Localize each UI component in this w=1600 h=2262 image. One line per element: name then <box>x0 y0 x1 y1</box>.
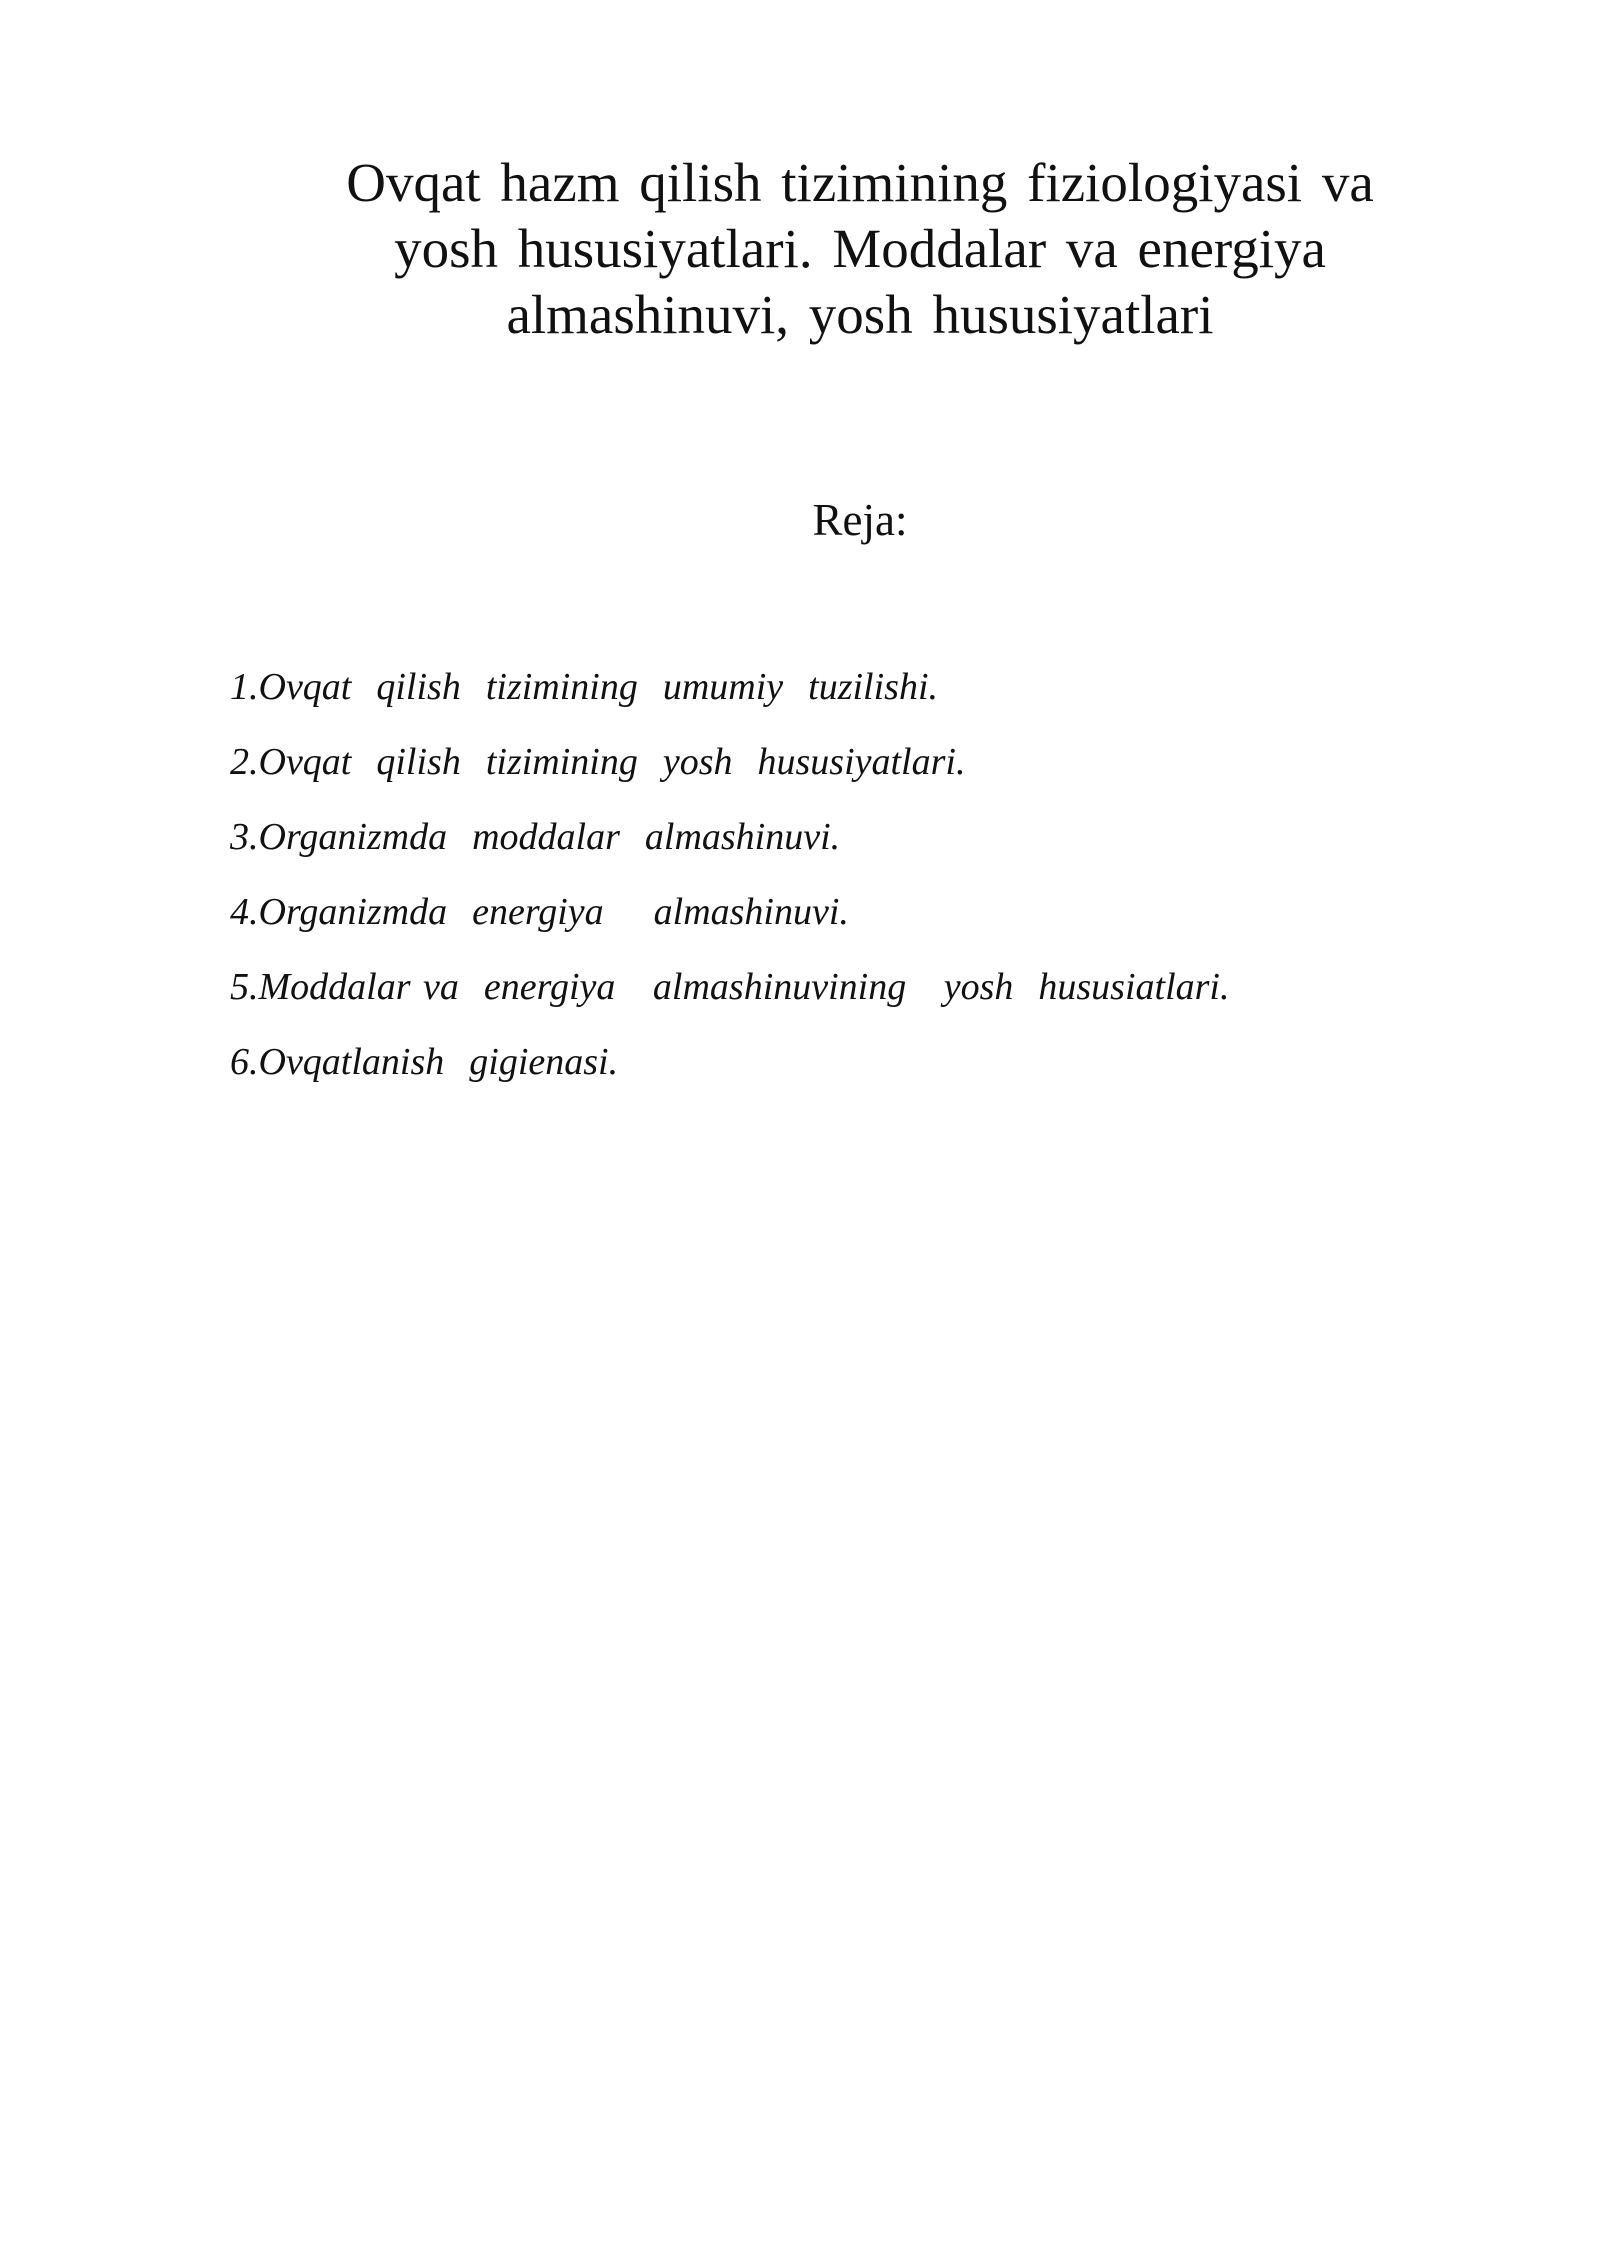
document-title <box>270 150 1450 348</box>
title-line-3: almashinuvi, yosh hususiyatlari <box>506 284 1214 345</box>
plan-item-3: 3.Organizmda moddalar almashinuvi. <box>230 816 841 858</box>
title-line-2: yosh hususiyatlari. Moddalar va energiya <box>394 218 1326 279</box>
plan-item-1: 1.Ovqat qilish tizimining umumiy tuzilishi. <box>230 666 939 708</box>
title-line-1: Ovqat hazm qilish tizimining fiziologiyasi va <box>346 152 1374 213</box>
plan-item-4: 4.Organizmda energiya almashinuvi. <box>230 891 849 933</box>
plan-list <box>230 650 1229 1100</box>
plan-item-5: 5.Moddalar va energiya almashinuvining yosh hususiatlari. <box>230 966 1230 1008</box>
plan-heading: Reja: <box>812 495 908 545</box>
plan-item-6: 6.Ovqatlanish gigienasi. <box>230 1041 619 1083</box>
plan-item-2: 2.Ovqat qilish tizimining yosh hususiyatlari. <box>230 741 966 783</box>
